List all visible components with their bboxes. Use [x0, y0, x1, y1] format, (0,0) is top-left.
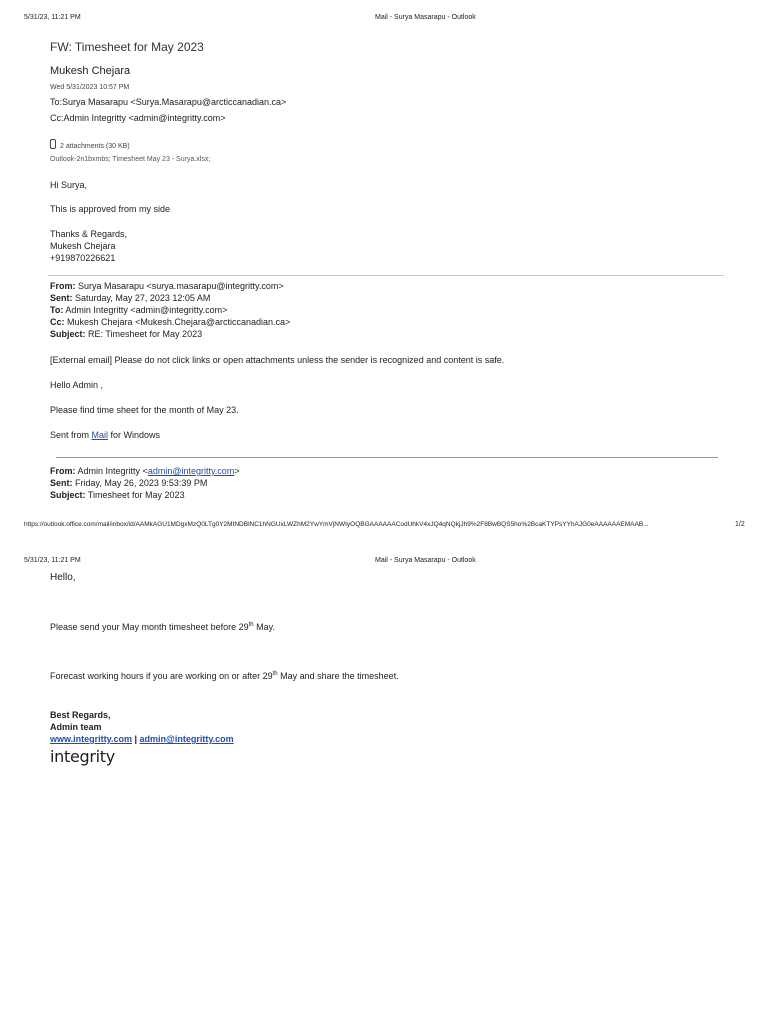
fwd1-to: To: Admin Integritty <admin@integritty.com>: [50, 305, 228, 315]
p2-sign-regards: Best Regards,: [50, 710, 111, 720]
signature-name: Mukesh Chejara: [50, 241, 116, 251]
p2-greeting: Hello,: [50, 572, 76, 583]
fwd2-subject: Subject: Timesheet for May 2023: [50, 490, 185, 500]
website-link[interactable]: www.integritty.com: [50, 734, 133, 744]
paperclip-icon: [50, 139, 56, 149]
sent-from-line: Sent from Mail for Windows: [50, 430, 161, 440]
fwd1-cc: Cc: Mukesh Chejara <Mukesh.Chejara@arcticcanadian.ca>: [50, 317, 291, 327]
footer-url: https://outlook.office.com/mail/inbox/id/AAMkAGU1MDgxMzQ0LTg0Y2MtNDBlNC1hNGUxLWZhM2YwYmVjNWIyOQBGAAAAAACodUhkV4xJQ4qNQkjJh9%2F8BwBQS5ho%2BcaKTYPsYYhAJG0eAAAAAAEMAAB...: [24, 521, 649, 528]
email-subject: FW: Timesheet for May 2023: [50, 40, 204, 54]
forwarded-header-2: [50, 465, 240, 501]
sender-name: Mukesh Chejara: [50, 65, 131, 77]
body-text: This is approved from my side: [50, 204, 171, 214]
attachments-names[interactable]: Outlook-2n1bxmbs; Timesheet May 23 - Surya.xlsx;: [50, 156, 211, 163]
cc-line: Cc:Admin Integritty <admin@integritty.com>: [50, 113, 226, 123]
to-line: To:Surya Masarapu <Surya.Masarapu@arcticcanadian.ca>: [50, 97, 287, 107]
fwd1-body: Please find time sheet for the month of May 23.: [50, 405, 239, 415]
admin-email-link-2[interactable]: admin@integritty.com: [139, 734, 234, 744]
divider: [48, 275, 724, 276]
p2-sign-team: Admin team: [50, 722, 102, 732]
p2-line1: Please send your May month timesheet before 29th May.: [50, 622, 275, 632]
page2-header-date: 5/31/23, 11:21 PM: [24, 557, 81, 564]
fwd2-sent: Sent: Friday, May 26, 2023 9:53:39 PM: [50, 478, 208, 488]
page-header-date: 5/31/23, 11:21 PM: [24, 14, 81, 21]
page2-header-title: Mail - Surya Masarapu - Outlook: [375, 557, 476, 564]
admin-email-link[interactable]: admin@integritty.com: [147, 466, 235, 476]
greeting: Hi Surya,: [50, 180, 88, 190]
fwd1-subject: Subject: RE: Timesheet for May 2023: [50, 329, 203, 339]
signature-phone: +919870226621: [50, 253, 116, 263]
attachments-count: 2 attachments (30 KB): [60, 143, 130, 150]
attachments-summary[interactable]: [50, 139, 130, 153]
mail-app-link[interactable]: Mail: [91, 430, 109, 440]
fwd1-sent: Sent: Saturday, May 27, 2023 12:05 AM: [50, 293, 211, 303]
signature-regards: Thanks & Regards,: [50, 229, 128, 239]
fwd1-from: From: Surya Masarapu <surya.masarapu@integritty.com>: [50, 281, 284, 291]
p2-signature: Best Regards, Admin team www.integritty.com | admin@integritty.com: [50, 710, 234, 744]
footer-page-number: 1/2: [735, 521, 745, 528]
p2-line2: Forecast working hours if you are working on or after 29th May and share the timesheet.: [50, 671, 399, 681]
integrity-logo: integrity: [50, 747, 115, 766]
sent-date: Wed 5/31/2023 10:57 PM: [50, 84, 130, 91]
fwd2-from: From: Admin Integritty <admin@integritty.com>: [50, 466, 240, 476]
forwarded-header-1: [50, 280, 290, 340]
page-header-title: Mail - Surya Masarapu - Outlook: [375, 14, 476, 21]
fwd1-greeting: Hello Admin ,: [50, 380, 104, 390]
signature: [50, 228, 127, 264]
divider-2: [56, 457, 718, 458]
external-notice: [External email] Please do not click links or open attachments unless the sender is recognized and content is safe.: [50, 355, 505, 365]
